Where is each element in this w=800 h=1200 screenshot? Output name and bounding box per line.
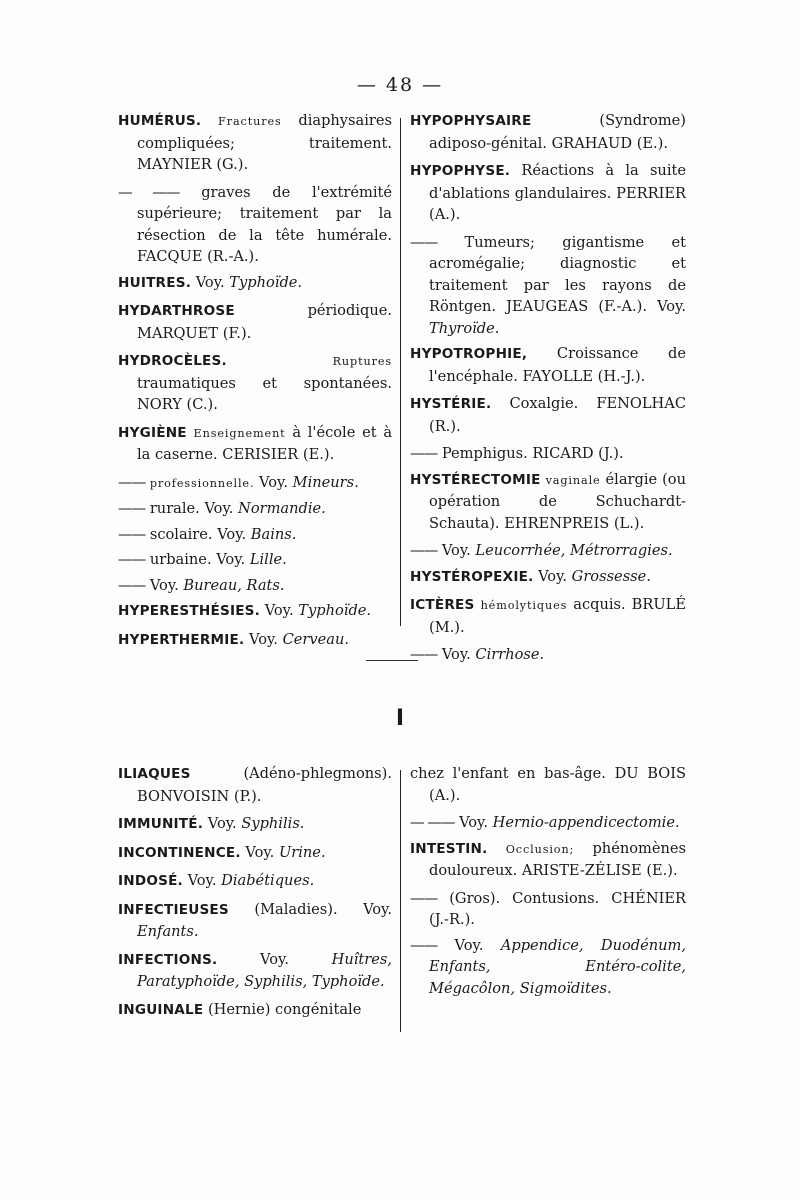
entry-text: Voy. (195, 273, 225, 291)
entry-text: Voy. (207, 815, 237, 832)
entry-text: Coxalgie. FENOLHAC (R.). (429, 395, 686, 435)
entry-smallcaps: vaginale (545, 473, 601, 487)
entry-text: Voy. (441, 542, 471, 559)
entry-dash: —— (410, 233, 438, 251)
entry-headword: HUITRES. (118, 274, 192, 291)
entry-smallcaps: hémolytiques (480, 599, 568, 612)
index-entry (410, 232, 686, 340)
entry-text: Voy. (259, 473, 288, 491)
entry-text: Voy. (245, 843, 275, 861)
entry-reference: Thyroïde. (429, 319, 500, 337)
entry-headword: HYPOPHYSAIRE (410, 113, 532, 129)
index-entry (118, 999, 392, 1022)
section-separator (366, 660, 418, 661)
entry-text: phénomènes douloureux. ARISTE-ZÉLISE (E.). (429, 839, 687, 879)
entry-reference: Typhoïde. (298, 602, 372, 619)
entry-reference: Appendice, Duodénum, Enfants, Entéro-colite, Mégacôlon, Sigmoïdites. (429, 936, 687, 997)
index-entry (410, 540, 686, 562)
index-entry (410, 393, 686, 437)
entry-text: (Gros). Contusions. CHÉNIER (J.-R.). (429, 889, 686, 928)
entry-text: Réactions à la suite d'ablations glandulaires. PERRIER (A.). (429, 162, 686, 223)
entry-text: scolaire. Voy. (149, 525, 247, 543)
section-letter-heading: I (395, 706, 405, 731)
entry-text: acquis. BRULÉ (M.). (429, 596, 687, 636)
index-entry (118, 870, 392, 893)
entry-text: (Hernie) congénitale (207, 1000, 362, 1018)
entry-text: urbaine. Voy. (149, 551, 246, 568)
entry-reference: Leucorrhée, Métrorragies. (475, 542, 673, 559)
entry-text: Voy. (187, 872, 217, 889)
entry-continuation: chez l'enfant en bas-âge. DU BOIS (A.). (410, 765, 686, 804)
index-entry (410, 812, 686, 834)
entry-reference: Typhoïde. (229, 273, 303, 291)
index-entry (410, 343, 686, 387)
entry-reference: Grossesse. (571, 567, 651, 585)
index-entry (410, 566, 686, 589)
index-entry (118, 524, 392, 546)
entry-text: Voy. (459, 814, 488, 831)
entry-text: Voy. (260, 950, 289, 968)
index-entry (410, 110, 686, 154)
entry-smallcaps: Fractures (218, 115, 282, 128)
entry-headword: HYSTÉRIE. (410, 396, 492, 412)
entry-reference: Hernio-appendicectomie. (492, 814, 680, 831)
entry-smallcaps: Ruptures (332, 355, 392, 368)
index-entry (410, 763, 686, 806)
index-entry (410, 838, 686, 882)
entry-text: Voy. (441, 646, 471, 663)
index-entry (118, 498, 392, 520)
entry-text: (Syndrome) adiposo-génital. GRAHAUD (E.). (429, 112, 686, 152)
entry-text: Croissance de l'encéphale. FAYOLLE (H.-J.). (429, 345, 687, 385)
entry-reference: Bains. (250, 525, 297, 543)
entry-text: rurale. Voy. (149, 500, 234, 517)
index-entry (118, 842, 392, 865)
entry-text: Voy. (249, 630, 278, 648)
index-entry (410, 644, 686, 666)
index-entry (410, 443, 686, 465)
entry-text: Voy. (454, 936, 484, 954)
entry-text: traumatiques et spontanées. NORY (C.). (137, 374, 392, 413)
entry-text: Voy. (538, 567, 568, 585)
entry-headword: HYPOPHYSE. (410, 163, 511, 179)
index-entry (118, 763, 392, 807)
index-entry (118, 899, 392, 943)
entry-text: élargie (ou opération de Schuchardt-Schauta). EHRENPREIS (L.). (429, 470, 686, 532)
index-column-bottom-left (118, 763, 392, 1027)
entry-text: Voy. (264, 602, 294, 619)
entry-headword: HYPERTHERMIE. (118, 631, 245, 648)
entry-dash: —— (410, 542, 438, 559)
entry-headword: HYSTÉROPEXIE. (410, 568, 534, 585)
entry-text: (Maladies). Voy. (254, 900, 392, 918)
index-column-top-left (118, 110, 392, 657)
entry-headword: INFECTIEUSES (118, 901, 229, 918)
entry-reference: Urine. (278, 843, 326, 861)
index-entry (118, 629, 392, 652)
entry-text: Tumeurs; gigantisme et acromégalie; diagnostic et traitement par les rayons de Röntgen. JEAUGEAS (F.-A.). Voy. (429, 233, 686, 315)
entry-headword: ILIAQUES (118, 766, 191, 782)
index-entry (118, 272, 392, 295)
entry-headword: HYDROCÈLES. (118, 353, 227, 369)
entry-headword: INCONTINENCE. (118, 844, 241, 861)
index-entry (118, 575, 392, 597)
entry-reference: Bureau, Rats. (183, 576, 285, 594)
entry-smallcaps: professionnelle. (149, 476, 255, 490)
entry-dash: —— (118, 551, 146, 568)
entry-dash: — —— (118, 183, 180, 201)
entry-reference: Syphilis. (241, 815, 305, 832)
index-entry (410, 160, 686, 226)
index-entry (118, 549, 392, 571)
index-entry (410, 594, 686, 638)
index-entry (118, 182, 392, 268)
entry-dash: —— (410, 889, 438, 907)
index-entry (410, 469, 686, 535)
entry-dash: —— (118, 525, 146, 543)
entry-reference: Normandie. (238, 500, 326, 517)
entry-text: (Adéno-phlegmons). BONVOISIN (P.). (137, 765, 392, 805)
entry-headword: HYPOTROPHIE, (410, 346, 528, 362)
index-entry (410, 935, 686, 1000)
entry-text: Pemphigus. RICARD (J.). (441, 445, 624, 462)
entry-headword: HUMÉRUS. (118, 113, 202, 129)
entry-smallcaps: Enseignement (193, 426, 286, 440)
entry-headword: HYDARTHROSE (118, 303, 235, 319)
column-divider (400, 770, 401, 1032)
entry-headword: INTESTIN. (410, 840, 488, 857)
entry-headword: ICTÈRES (410, 597, 475, 613)
entry-text: graves de l'extrémité supérieure; traitement par la résection de la tête humérale. FACQUE (R.-A.). (137, 183, 392, 265)
entry-dash: —— (410, 936, 438, 954)
entry-dash: —— (118, 576, 146, 594)
index-entry (410, 888, 686, 931)
entry-reference: Diabétiques. (221, 872, 315, 889)
entry-text: périodique. MARQUET (F.). (137, 302, 392, 342)
entry-headword: IMMUNITÉ. (118, 816, 204, 832)
entry-headword: INGUINALE (118, 1001, 204, 1018)
entry-text: Voy. (149, 576, 179, 594)
index-entry (118, 300, 392, 344)
column-divider (400, 118, 401, 626)
entry-dash: —— (118, 500, 146, 517)
entry-reference: Cerveau. (282, 630, 349, 648)
index-entry (118, 350, 392, 416)
page-number: — 48 — (356, 74, 444, 96)
entry-dash: — —— (410, 814, 455, 831)
entry-headword: INDOSÉ. (118, 873, 183, 889)
entry-reference: Huîtres, Paratyphoïde, Syphilis, Typhoïde. (137, 950, 392, 990)
index-entry (118, 600, 392, 623)
entry-reference: Lille. (249, 551, 287, 568)
entry-headword: HYPERESTHÉSIES. (118, 603, 261, 619)
index-entry (118, 110, 392, 176)
index-entry (118, 949, 392, 993)
entry-text: diaphysaires compliquées; traitement. MAYNIER (G.). (137, 112, 393, 173)
entry-dash: —— (410, 646, 438, 663)
entry-smallcaps: Occlusion; (505, 842, 575, 856)
entry-text: à l'école et à la caserne. CERISIER (E.). (137, 423, 393, 463)
entry-reference: Mineurs. (292, 473, 359, 491)
index-entry (118, 472, 392, 495)
entry-reference: Enfants. (137, 923, 199, 940)
entry-headword: INFECTIONS. (118, 951, 218, 968)
index-entry (118, 422, 392, 466)
index-entry (118, 813, 392, 836)
entry-dash: —— (118, 473, 146, 491)
entry-dash: —— (410, 445, 438, 462)
entry-headword: HYGIÈNE (118, 424, 187, 441)
index-column-bottom-right (410, 763, 686, 1003)
entry-headword: HYSTÉRECTOMIE (410, 471, 541, 488)
index-column-top-right (410, 110, 686, 670)
entry-reference: Cirrhose. (475, 646, 545, 663)
